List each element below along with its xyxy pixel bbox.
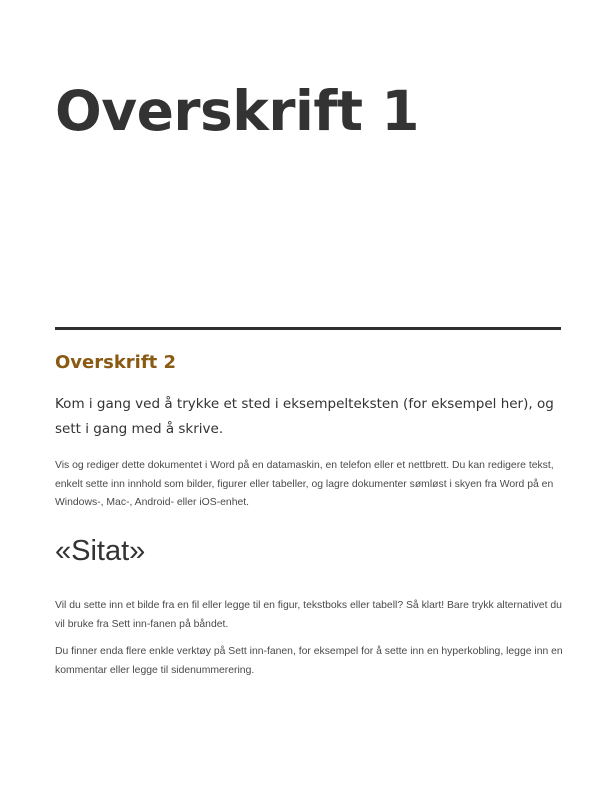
body-paragraph-1[interactable]: Vis og rediger dette dokumentet i Word på en datamaskin, en telefon eller et nettbrett. Du kan redigere tekst, enkelt sette inn innhold som bilder, figurer eller tabeller, og lagre dokumenter sømløst i skyen fra Word på en Windows-, Mac-, Android- eller iOS-enhet. — [55, 460, 554, 508]
horizontal-rule — [55, 327, 561, 330]
body-paragraph-3[interactable]: Du finner enda flere enkle verktøy på Sett inn-fanen, for eksempel for å sette inn en hyperkobling, legge inn en kommentar eller legge til sidenummerering. — [55, 646, 563, 676]
heading-2[interactable]: Overskrift 2 — [55, 352, 177, 373]
lead-paragraph[interactable]: Kom i gang ved å trykke et sted i eksempelteksten (for eksempel her), og sett i gang med å skrive. — [55, 396, 554, 437]
body-paragraph-2[interactable]: Vil du sette inn et bilde fra en fil eller legge til en figur, tekstboks eller tabell? Så klart! Bare trykk alternativet du vil bruke fra Sett inn-fanen på båndet. — [55, 600, 562, 630]
quote[interactable]: «Sitat» — [55, 535, 146, 567]
heading-1[interactable]: Overskrift 1 — [55, 79, 419, 143]
